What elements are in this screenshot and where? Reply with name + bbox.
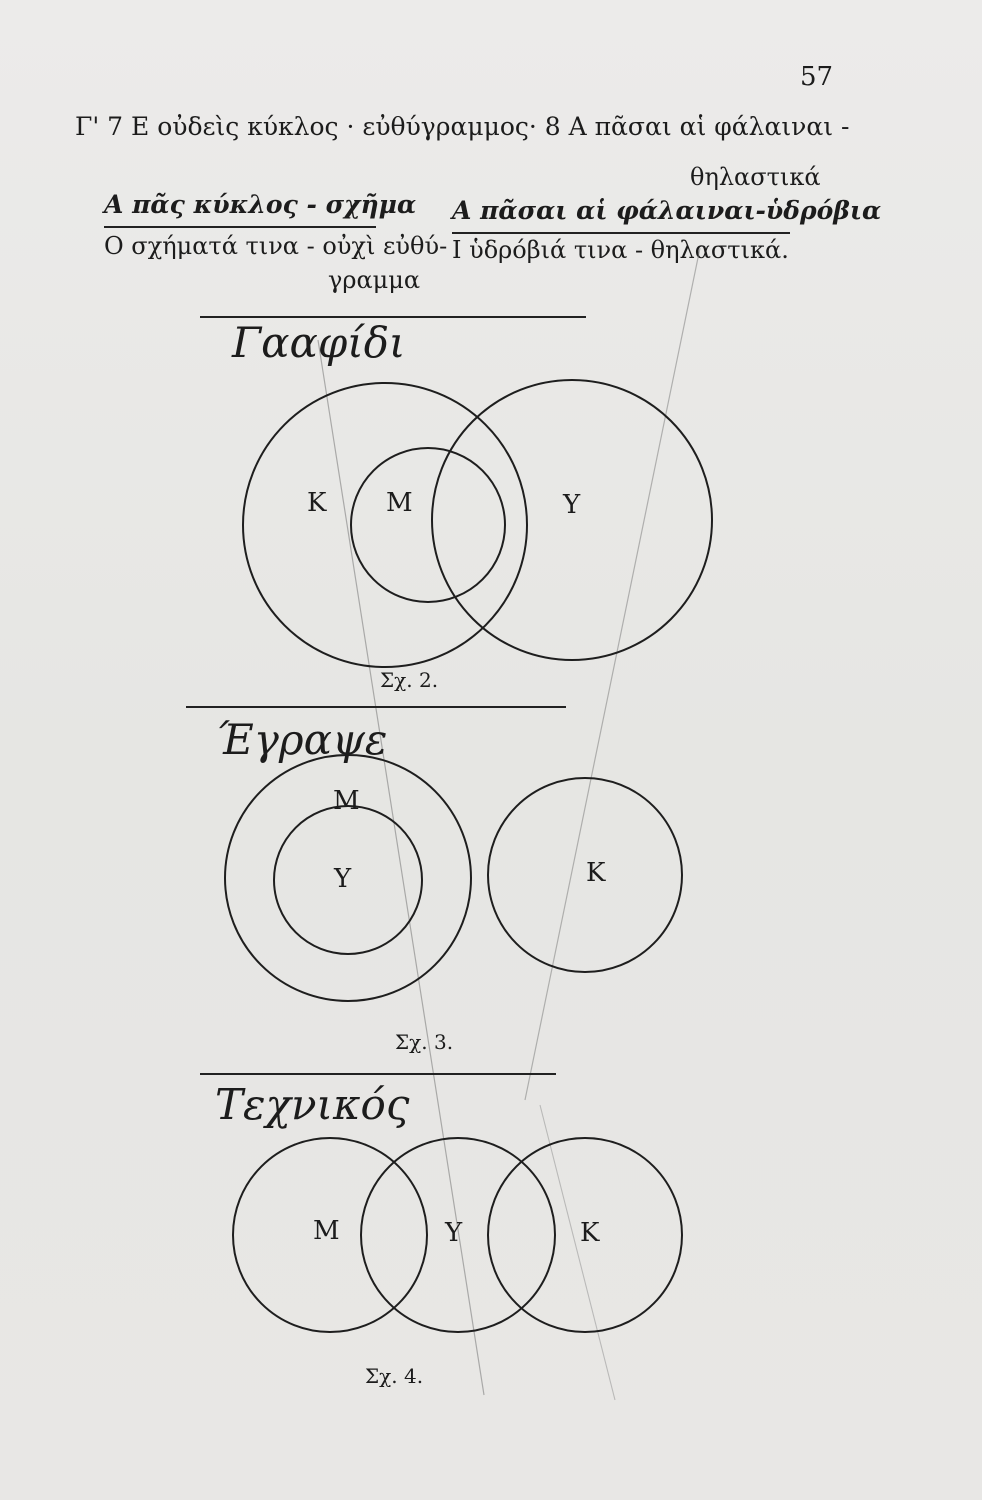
pencil-line-2 bbox=[525, 248, 700, 1100]
fig2-label-Y: Υ bbox=[563, 490, 581, 520]
figure-4-caption: Σχ. 4. bbox=[365, 1364, 424, 1388]
fig4-label-K: Κ bbox=[580, 1218, 600, 1248]
fig2-label-M: Μ bbox=[386, 488, 413, 518]
fig3-label-K: Κ bbox=[586, 858, 606, 888]
premise-left: Α πᾶς κύκλος - σχῆμα bbox=[104, 190, 417, 219]
premise-right: Α πᾶσαι αἱ φάλαιναι-ὑδρόβια bbox=[452, 196, 882, 225]
pencil-line-3 bbox=[540, 1105, 615, 1400]
figure-4-title: Τεχνικός bbox=[215, 1080, 410, 1129]
conclusion-right: Ι ὑδρόβιά τινα - θηλαστικά. bbox=[452, 236, 789, 264]
syllogism-line-1: Γ' 7 Ε οὐδεὶς κύκλος · εὐθύγραμμος· 8 Α πᾶσαι αἱ φάλαιναι - bbox=[75, 112, 850, 141]
separator-rule-3 bbox=[200, 1073, 556, 1075]
page-number: 57 bbox=[800, 62, 834, 92]
fig2-circle-M bbox=[351, 448, 505, 602]
separator-rule-2 bbox=[186, 706, 566, 708]
figure-3-title: Έγραψε bbox=[216, 715, 388, 764]
fig4-label-Y: Υ bbox=[445, 1218, 463, 1248]
figure-3-caption: Σχ. 3. bbox=[395, 1030, 454, 1054]
figure-2-title: Γααφίδι bbox=[232, 318, 406, 367]
fig2-label-K: Κ bbox=[307, 488, 327, 518]
fig3-label-M: Μ bbox=[333, 786, 360, 816]
conclusion-left: Ο σχήματά τινα - οὐχὶ εὐθύ- bbox=[104, 232, 448, 260]
syllogism-line-1-continued: θηλαστικά bbox=[690, 163, 821, 191]
conclusion-left-continued: γραμμα bbox=[328, 266, 421, 294]
fig2-circle-K bbox=[243, 383, 527, 667]
figure-2-caption: Σχ. 2. bbox=[380, 668, 439, 692]
fig2-circle-Y bbox=[432, 380, 712, 660]
fig3-label-Y: Υ bbox=[334, 864, 352, 894]
fig4-label-M: Μ bbox=[313, 1216, 340, 1246]
